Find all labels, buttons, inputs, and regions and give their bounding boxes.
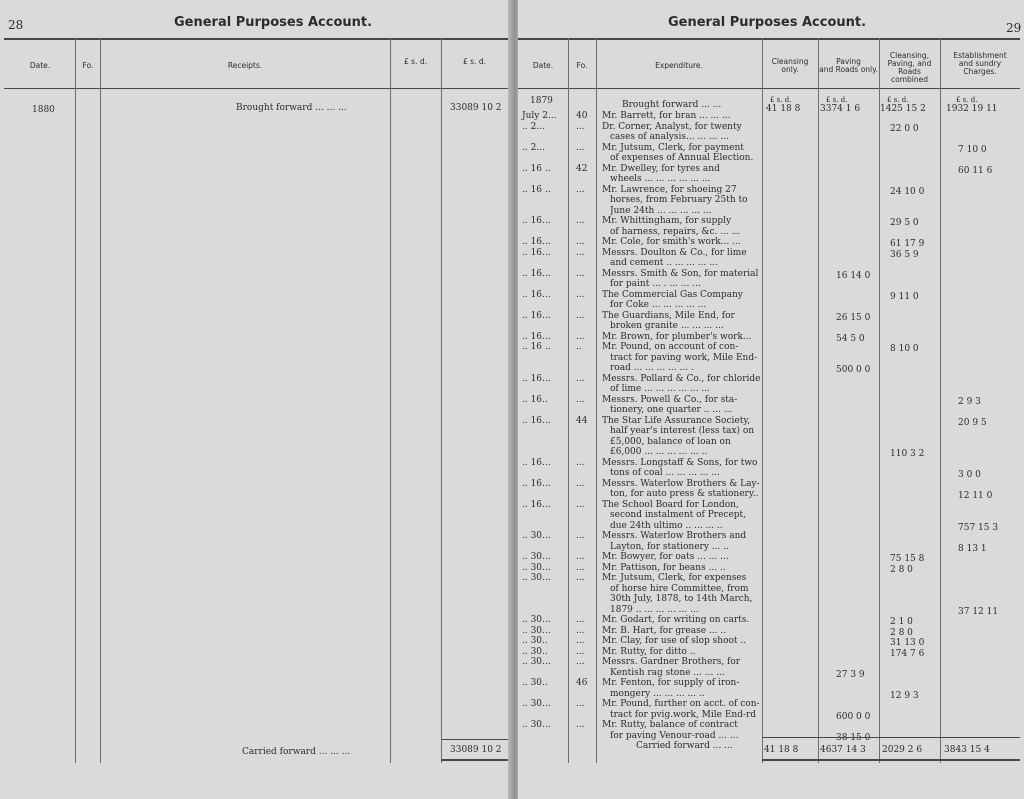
entry-description: horses, from February 25th to bbox=[610, 195, 748, 205]
entry-description: The School Board for London, bbox=[602, 499, 739, 510]
entry-description: Messrs. Powell & Co., for sta- bbox=[602, 394, 738, 405]
entry-description: for Coke ... ... ... ... ... bbox=[610, 300, 707, 310]
left-header-rule bbox=[4, 88, 512, 89]
entry-description: tionery, one quarter .. ... ... bbox=[610, 405, 733, 415]
entry-description: Kentish rag stone ... ... ... bbox=[610, 667, 725, 678]
left-carried-forward-amount: 33089 10 2 bbox=[450, 745, 502, 755]
left-top-rule bbox=[4, 38, 512, 40]
entry-folio: ... bbox=[576, 531, 585, 541]
bf-estab: 1932 19 11 bbox=[946, 104, 998, 114]
entry-description: of horse hire Committee, from bbox=[610, 583, 749, 594]
entry-description: mongery ... ... ... ... .. bbox=[610, 688, 705, 699]
amount-estab: 3 0 0 bbox=[958, 470, 981, 480]
right-col-date: Date. bbox=[532, 61, 554, 70]
entry-description: 30th July, 1878, to 14th March, bbox=[610, 594, 753, 604]
entry-date: .. 16... bbox=[522, 415, 551, 426]
left-brought-forward-amount: 33089 10 2 bbox=[450, 103, 502, 113]
entry-date: July 2... bbox=[522, 111, 557, 121]
entry-description: of lime ... ... ... ... ... ... bbox=[610, 384, 710, 394]
entry-description: Messrs. Pollard & Co., for chloride bbox=[602, 373, 760, 384]
amount-combined: 9 11 0 bbox=[890, 291, 919, 302]
entry-description: Mr. Clay, for use of slop shoot .. bbox=[602, 636, 747, 646]
entry-description: of expenses of Annual Election. bbox=[610, 153, 754, 163]
entry-date: .. 16 .. bbox=[522, 342, 551, 352]
right-col-establishment: Establishment and sundry Charges. bbox=[953, 51, 1007, 76]
entry-date: .. 16 .. bbox=[522, 184, 551, 195]
right-page-title: General Purposes Account. bbox=[668, 15, 867, 30]
entry-date: .. 16... bbox=[522, 499, 551, 510]
entry-description: ton, for auto press & stationery.. bbox=[610, 489, 759, 499]
entry-folio: ... bbox=[576, 562, 585, 573]
lsd-cleansing: £ s. d. bbox=[770, 96, 792, 104]
entry-folio: ... bbox=[576, 289, 585, 300]
amount-estab: 2 9 3 bbox=[958, 396, 981, 407]
entry-folio: ... bbox=[576, 216, 585, 226]
entry-date: .. 30... bbox=[522, 625, 551, 636]
amount-paving: 16 14 0 bbox=[836, 270, 871, 281]
entry-folio: ... bbox=[576, 457, 585, 468]
amount-combined: 8 10 0 bbox=[890, 344, 919, 354]
entry-description: The Guardians, Mile End, for bbox=[602, 310, 735, 321]
right-year: 1879 bbox=[530, 96, 553, 106]
entry-description: Mr. Godart, for writing on carts. bbox=[602, 615, 750, 625]
entry-folio: ... bbox=[576, 121, 585, 132]
bf-paving: 3374 1 6 bbox=[820, 104, 861, 114]
right-header-rule bbox=[518, 88, 1020, 89]
entry-description: Mr. Rutty, balance of contract bbox=[602, 720, 738, 730]
right-col-cleansing: Cleansing only. bbox=[771, 57, 809, 74]
entry-folio: .. bbox=[576, 342, 582, 352]
left-page-number: 28 bbox=[8, 18, 24, 32]
entry-date: .. 2... bbox=[522, 121, 545, 132]
entry-description: of harness, repairs, &c. ... ... bbox=[610, 226, 741, 237]
entry-description: tons of coal ... ... ... ... ... bbox=[610, 468, 720, 478]
entry-folio: ... bbox=[576, 646, 585, 657]
amount-combined: 2 8 0 bbox=[890, 627, 913, 638]
entry-description: Mr. Brown, for plumber's work... bbox=[602, 331, 752, 342]
entry-description: wheels ... ... ... ... ... ... bbox=[610, 174, 711, 184]
entry-folio: ... bbox=[576, 142, 585, 153]
entry-date: .. 16... bbox=[522, 331, 551, 342]
entry-description: Mr. Pound, on account of con- bbox=[602, 342, 739, 352]
entry-description: Mr. Barrett, for bran ... ... ... bbox=[602, 111, 731, 121]
entry-date: .. 30... bbox=[522, 720, 551, 730]
entry-date: .. 16... bbox=[522, 216, 551, 226]
entry-folio: ... bbox=[576, 373, 585, 384]
entry-description: for paint ... . ... ... ... bbox=[610, 279, 701, 289]
entry-description: broken granite ... ... ... ... bbox=[610, 321, 724, 331]
entry-date: .. 30... bbox=[522, 562, 551, 573]
entry-description: Mr. Fenton, for supply of iron- bbox=[602, 678, 740, 688]
entry-description: Messrs. Waterlow Brothers & Lay- bbox=[602, 478, 760, 489]
entry-description: Messrs. Doulton & Co., for lime bbox=[602, 247, 747, 258]
amount-combined: 24 10 0 bbox=[890, 186, 925, 197]
bf-cleansing: 41 18 8 bbox=[766, 104, 801, 114]
lsd-combined: £ s. d. bbox=[887, 96, 909, 104]
entry-date: .. 30... bbox=[522, 699, 551, 709]
amount-paving: 500 0 0 bbox=[836, 365, 871, 375]
left-col-lsd-2: £ s. d. bbox=[463, 57, 486, 66]
entry-date: .. 30... bbox=[522, 552, 551, 562]
entry-description: Dr. Corner, Analyst, for twenty bbox=[602, 121, 742, 132]
amount-estab: 20 9 5 bbox=[958, 417, 987, 428]
entry-description: tract for pvig.work, Mile End-rd bbox=[610, 709, 757, 720]
right-col-expenditure: Expenditure. bbox=[655, 61, 703, 70]
left-page-title: General Purposes Account. bbox=[174, 15, 373, 30]
amount-paving: 27 3 9 bbox=[836, 669, 865, 680]
entry-date: .. 30... bbox=[522, 657, 551, 667]
left-col-receipts: Receipts. bbox=[227, 61, 263, 70]
amount-combined: 12 9 3 bbox=[890, 690, 919, 701]
entry-date: .. 30.. bbox=[522, 636, 548, 646]
entry-date: .. 30.. bbox=[522, 646, 548, 657]
entry-folio: 44 bbox=[576, 415, 588, 426]
entry-folio: ... bbox=[576, 247, 585, 258]
entry-description: Mr. Cole, for smith's work... ... bbox=[602, 237, 741, 247]
entry-date: .. 30.. bbox=[522, 678, 548, 688]
entry-description: tract for paving work, Mile End- bbox=[610, 352, 758, 363]
entry-folio: ... bbox=[576, 625, 585, 636]
entry-description: Mr. Pound, further on acct. of con- bbox=[602, 699, 760, 709]
entry-date: .. 16... bbox=[522, 457, 551, 468]
entry-description: Layton, for stationery ... .. bbox=[610, 541, 729, 552]
right-col-paving: Paving and Roads only. bbox=[819, 57, 878, 74]
cf-paving: 4637 14 3 bbox=[820, 745, 866, 755]
entry-date: .. 30... bbox=[522, 531, 551, 541]
right-ledger-page bbox=[518, 0, 1024, 799]
entry-description: Mr. B. Hart, for grease ... .. bbox=[602, 625, 727, 636]
entry-description: and cement .. ... ... ... ... bbox=[610, 258, 718, 268]
entry-folio: ... bbox=[576, 552, 585, 562]
entry-folio: ... bbox=[576, 237, 585, 247]
amount-paving: 600 0 0 bbox=[836, 711, 871, 722]
cf-estab: 3843 15 4 bbox=[944, 745, 990, 755]
amount-estab: 7 10 0 bbox=[958, 144, 987, 155]
left-col-folio: Fo. bbox=[82, 61, 94, 70]
entry-description: Mr. Whittingham, for supply bbox=[602, 216, 732, 226]
cf-combined: 2029 2 6 bbox=[882, 745, 923, 755]
entry-folio: ... bbox=[576, 499, 585, 510]
entry-folio: ... bbox=[576, 720, 585, 730]
entry-folio: ... bbox=[576, 636, 585, 646]
amount-combined: 22 0 0 bbox=[890, 123, 919, 134]
entry-date: .. 30... bbox=[522, 615, 551, 625]
right-col-combined: Cleansing, Paving, and Roads combined bbox=[887, 51, 932, 84]
entry-description: Mr. Bowyer, for oats ... ... ... bbox=[602, 552, 729, 562]
entry-description: The Star Life Assurance Society, bbox=[602, 415, 751, 426]
right-top-rule bbox=[518, 38, 1020, 40]
entry-date: .. 16... bbox=[522, 373, 551, 384]
entry-description: Messrs. Waterlow Brothers and bbox=[602, 531, 747, 541]
entry-date: .. 16.. bbox=[522, 394, 548, 405]
entry-description: £5,000, balance of loan on bbox=[610, 436, 731, 447]
entry-description: Mr. Lawrence, for shoeing 27 bbox=[602, 184, 737, 195]
entry-description: Mr. Pattison, for beans ... .. bbox=[602, 562, 726, 573]
entry-folio: ... bbox=[576, 394, 585, 405]
entry-description: 1879 .. ... ... ... ... ... bbox=[610, 604, 699, 615]
right-carried-forward-label: Carried forward ... ... bbox=[636, 741, 733, 751]
lsd-paving: £ s. d. bbox=[826, 96, 848, 104]
entry-date: .. 16... bbox=[522, 478, 551, 489]
left-carried-forward-label: Carried forward ... ... ... bbox=[242, 747, 351, 757]
amount-combined: 2 1 0 bbox=[890, 617, 913, 627]
entry-description: June 24th ... ... ... ... ... bbox=[610, 205, 712, 216]
entry-folio: ... bbox=[576, 268, 585, 279]
right-col-folio: Fo. bbox=[576, 61, 588, 70]
entry-date: .. 16... bbox=[522, 310, 551, 321]
entry-date: .. 16... bbox=[522, 237, 551, 247]
entry-description: Mr. Jutsum, Clerk, for expenses bbox=[602, 573, 747, 583]
entry-description: Mr. Jutsum, Clerk, for payment bbox=[602, 142, 744, 153]
bf-combined: 1425 15 2 bbox=[880, 104, 926, 114]
entry-folio: ... bbox=[576, 331, 585, 342]
amount-paving: 54 5 0 bbox=[836, 333, 865, 344]
entry-description: road ... ... ... ... ... . bbox=[610, 363, 694, 373]
entry-description: Messrs. Longstaff & Sons, for two bbox=[602, 457, 758, 468]
cf-cleansing: 41 18 8 bbox=[764, 745, 799, 755]
entry-description: Messrs. Smith & Son, for material bbox=[602, 268, 759, 279]
entry-folio: ... bbox=[576, 657, 585, 667]
entry-description: second instalment of Precept, bbox=[610, 510, 747, 520]
entry-description: Mr. Rutty, for ditto .. bbox=[602, 646, 696, 657]
entry-folio: ... bbox=[576, 478, 585, 489]
entry-date: .. 30... bbox=[522, 573, 551, 583]
amount-combined: 36 5 9 bbox=[890, 249, 919, 260]
entry-folio: 40 bbox=[576, 111, 588, 121]
amount-estab: 12 11 0 bbox=[958, 491, 993, 501]
amount-combined: 29 5 0 bbox=[890, 218, 919, 228]
entry-description: due 24th ultimo .. ... ... .. bbox=[610, 520, 723, 531]
amount-estab: 60 11 6 bbox=[958, 165, 993, 176]
entry-folio: 46 bbox=[576, 678, 588, 688]
amount-combined: 31 13 0 bbox=[890, 638, 925, 648]
left-brought-forward-label: Brought forward ... ... ... bbox=[236, 103, 347, 113]
entry-description: Mr. Dwelley, for tyres and bbox=[602, 163, 720, 174]
entry-folio: ... bbox=[576, 699, 585, 709]
right-page-number: 29 bbox=[1006, 21, 1022, 35]
entry-folio: ... bbox=[576, 310, 585, 321]
entry-folio: ... bbox=[576, 184, 585, 195]
entry-date: .. 16 .. bbox=[522, 163, 551, 174]
amount-estab: 757 15 3 bbox=[958, 522, 999, 533]
lsd-estab: £ s. d. bbox=[956, 96, 978, 104]
entry-description: £6,000 ... ... ... ... ... .. bbox=[610, 447, 708, 457]
left-col-lsd-1: £ s. d. bbox=[404, 57, 427, 66]
entry-folio: ... bbox=[576, 573, 585, 583]
entry-date: .. 16... bbox=[522, 247, 551, 258]
amount-combined: 75 15 8 bbox=[890, 554, 925, 564]
left-col-date: Date. bbox=[29, 61, 51, 70]
entry-folio: 42 bbox=[576, 163, 588, 174]
entry-date: .. 16... bbox=[522, 289, 551, 300]
entry-folio: ... bbox=[576, 615, 585, 625]
amount-combined: 2 8 0 bbox=[890, 564, 913, 575]
entry-description: The Commercial Gas Company bbox=[602, 289, 743, 300]
entry-description: cases of analysis... ... ... ... bbox=[610, 132, 729, 142]
amount-estab: 37 12 11 bbox=[958, 606, 999, 617]
entry-description: half year's interest (less tax) on bbox=[610, 426, 755, 436]
entry-date: .. 2... bbox=[522, 142, 545, 153]
amount-combined: 110 3 2 bbox=[890, 449, 925, 459]
entry-description: Messrs. Gardner Brothers, for bbox=[602, 657, 741, 667]
entry-date: .. 16... bbox=[522, 268, 551, 279]
amount-combined: 61 17 9 bbox=[890, 239, 925, 249]
left-year: 1880 bbox=[32, 105, 55, 115]
entry-description: for paving Venour-road ... ... bbox=[610, 730, 739, 741]
amount-paving: 26 15 0 bbox=[836, 312, 871, 323]
right-brought-forward-label: Brought forward ... ... bbox=[622, 100, 722, 110]
amount-estab: 8 13 1 bbox=[958, 543, 987, 554]
amount-combined: 174 7 6 bbox=[890, 648, 925, 659]
